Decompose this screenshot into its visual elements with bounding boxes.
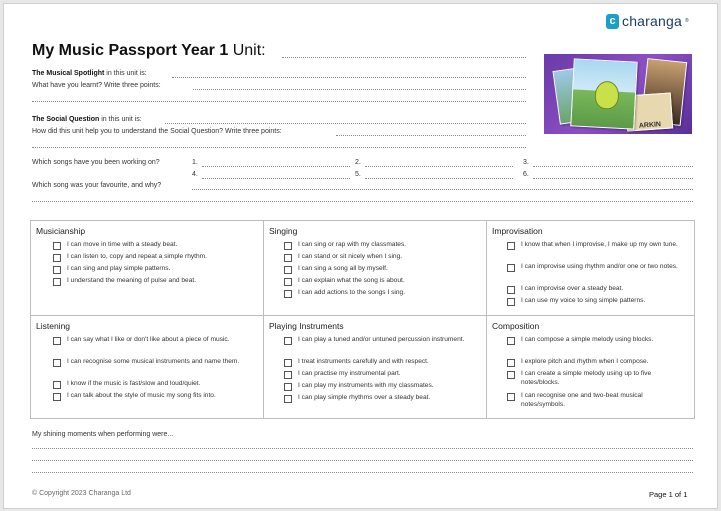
section-title: Composition (492, 321, 540, 331)
checkbox[interactable] (507, 393, 515, 401)
song-line-2[interactable] (365, 166, 513, 167)
song-number-2: 2. (355, 159, 361, 166)
checkbox[interactable] (284, 371, 292, 379)
favourite-prompt: Which song was your favourite, and why? (32, 182, 162, 189)
section-singing (264, 221, 486, 315)
social-points-line-2[interactable] (32, 147, 526, 148)
brand-name: charanga (622, 13, 682, 29)
song-number-4: 4. (192, 171, 198, 178)
section-title: Improvisation (492, 226, 543, 236)
section-musicianship (31, 221, 263, 315)
social-points-line-1[interactable] (336, 135, 526, 136)
favourite-line-2[interactable] (32, 201, 693, 202)
checklist-item[interactable]: I treat instruments carefully and with respect. (284, 358, 478, 367)
unit-answer-line[interactable] (282, 57, 526, 58)
checklist-item[interactable]: I can listen to, copy and repeat a simple rhythm. (53, 253, 258, 262)
checklist-item[interactable]: I can explain what the song is about. (284, 277, 482, 286)
song-number-5: 5. (355, 171, 361, 178)
checkbox[interactable] (284, 359, 292, 367)
checklist-item[interactable]: I can play my instruments with my classmates. (284, 382, 478, 391)
spotlight-prompt: What have you learnt? Write three points: (32, 82, 161, 89)
checkbox[interactable] (507, 286, 515, 294)
shining-line-1[interactable] (32, 448, 693, 449)
checklist-item[interactable]: I can practise my instrumental part. (284, 370, 478, 379)
social-answer-line[interactable] (165, 123, 526, 124)
checklist-item[interactable]: I understand the meaning of pulse and beat. (53, 277, 258, 286)
section-playing-instruments (264, 316, 486, 418)
checkbox[interactable] (53, 337, 61, 345)
page-title (32, 42, 266, 60)
learnt-answer-line-2[interactable] (32, 101, 526, 102)
section-listening (31, 316, 263, 418)
song-line-5[interactable] (365, 178, 513, 179)
card-3: ARKIN (625, 92, 673, 131)
checklist-item[interactable]: I can improvise using rhythm and/or one or two notes. (507, 263, 687, 272)
checkbox[interactable] (284, 337, 292, 345)
spotlight-answer-line[interactable] (172, 77, 526, 78)
checkbox[interactable] (53, 359, 61, 367)
checklist-item[interactable]: I can play simple rhythms over a steady beat. (284, 394, 478, 403)
brand-registered-mark: ® (684, 18, 689, 24)
unit-artwork-image (544, 54, 692, 134)
checklist-item[interactable]: I can sing or rap with my classmates. (284, 241, 482, 250)
charanga-logo-mark-icon: c (606, 14, 619, 29)
checklist-item[interactable]: I can sing and play simple patterns. (53, 265, 258, 274)
section-title: Singing (269, 226, 298, 236)
section-title: Playing Instruments (269, 321, 344, 331)
checklist-item[interactable]: I can move in time with a steady beat. (53, 241, 258, 250)
checkbox[interactable] (507, 242, 515, 250)
worksheet-page (3, 3, 718, 509)
skills-grid (30, 220, 695, 419)
section-title: Listening (36, 321, 71, 331)
checkbox[interactable] (284, 278, 292, 286)
social-prompt: How did this unit help you to understand the Social Question? Write three points: (32, 128, 282, 135)
checkbox[interactable] (507, 298, 515, 306)
checkbox[interactable] (507, 337, 515, 345)
song-line-4[interactable] (202, 178, 350, 179)
checkbox[interactable] (284, 242, 292, 250)
character-icon (594, 81, 619, 110)
social-label: The Social Question in this unit is: (32, 116, 142, 123)
checkbox[interactable] (53, 381, 61, 389)
checkbox[interactable] (284, 290, 292, 298)
checkbox[interactable] (507, 264, 515, 272)
checklist-item[interactable]: I can recognise one and two-beat musical notes/symbols. (507, 392, 687, 409)
card-2-scene (570, 58, 637, 129)
copyright-text: © Copyright 2023 Charanga Ltd (32, 490, 131, 497)
checklist-item[interactable]: I can sing a song all by myself. (284, 265, 482, 274)
checklist-item[interactable]: I can add actions to the songs I sing. (284, 289, 482, 298)
checklist-item[interactable]: I can recognise some musical instruments and name them. (53, 358, 253, 367)
checklist-item[interactable]: I know that when I improvise, I make up my own tune. (507, 241, 687, 250)
shining-prompt: My shining moments when performing were... (32, 431, 174, 438)
checkbox[interactable] (53, 242, 61, 250)
section-title: Musicianship (36, 226, 86, 236)
checklist-item[interactable]: I can talk about the style of music my song fits into. (53, 392, 253, 401)
checklist-item[interactable]: I know if the music is fast/slow and loud/quiet. (53, 380, 253, 389)
section-composition (487, 316, 694, 418)
song-line-3[interactable] (533, 166, 693, 167)
checkbox[interactable] (284, 395, 292, 403)
songs-prompt: Which songs have you been working on? (32, 159, 160, 166)
charanga-logo (606, 13, 689, 29)
checklist-item[interactable]: I can play a tuned and/or untuned percussion instrument. (284, 336, 478, 345)
favourite-line-1[interactable] (192, 189, 693, 190)
page-number: Page 1 of 1 (649, 490, 688, 499)
checklist-item[interactable]: I can compose a simple melody using blocks. (507, 336, 687, 345)
checkbox[interactable] (53, 278, 61, 286)
title-text: My Music Passport Year 1 (32, 42, 229, 59)
unit-label: Unit: (232, 42, 266, 59)
checkbox[interactable] (507, 371, 515, 379)
section-improvisation (487, 221, 694, 315)
checklist-item[interactable]: I can say what I like or don't like about a piece of music. (53, 336, 253, 345)
checkbox[interactable] (53, 266, 61, 274)
checkbox[interactable] (507, 359, 515, 367)
shining-line-3[interactable] (32, 472, 693, 473)
song-number-6: 6. (523, 171, 529, 178)
checkbox[interactable] (284, 254, 292, 262)
checkbox[interactable] (284, 383, 292, 391)
checklist-item[interactable]: I can use my voice to sing simple patterns. (507, 297, 687, 306)
checklist-item[interactable]: I can create a simple melody using up to five notes/blocks. (507, 370, 687, 387)
checkbox[interactable] (53, 393, 61, 401)
spotlight-label: The Musical Spotlight in this unit is: (32, 70, 147, 77)
song-line-1[interactable] (202, 166, 350, 167)
checklist-item[interactable]: I can improvise over a steady beat. (507, 285, 687, 294)
learnt-answer-line-1[interactable] (193, 89, 526, 90)
song-number-1: 1. (192, 159, 198, 166)
song-line-6[interactable] (533, 178, 693, 179)
checkbox[interactable] (284, 266, 292, 274)
checklist-item[interactable]: I explore pitch and rhythm when I compose. (507, 358, 687, 367)
song-number-3: 3. (523, 159, 529, 166)
shining-line-2[interactable] (32, 460, 693, 461)
checkbox[interactable] (53, 254, 61, 262)
checklist-item[interactable]: I can stand or sit nicely when I sing. (284, 253, 482, 262)
